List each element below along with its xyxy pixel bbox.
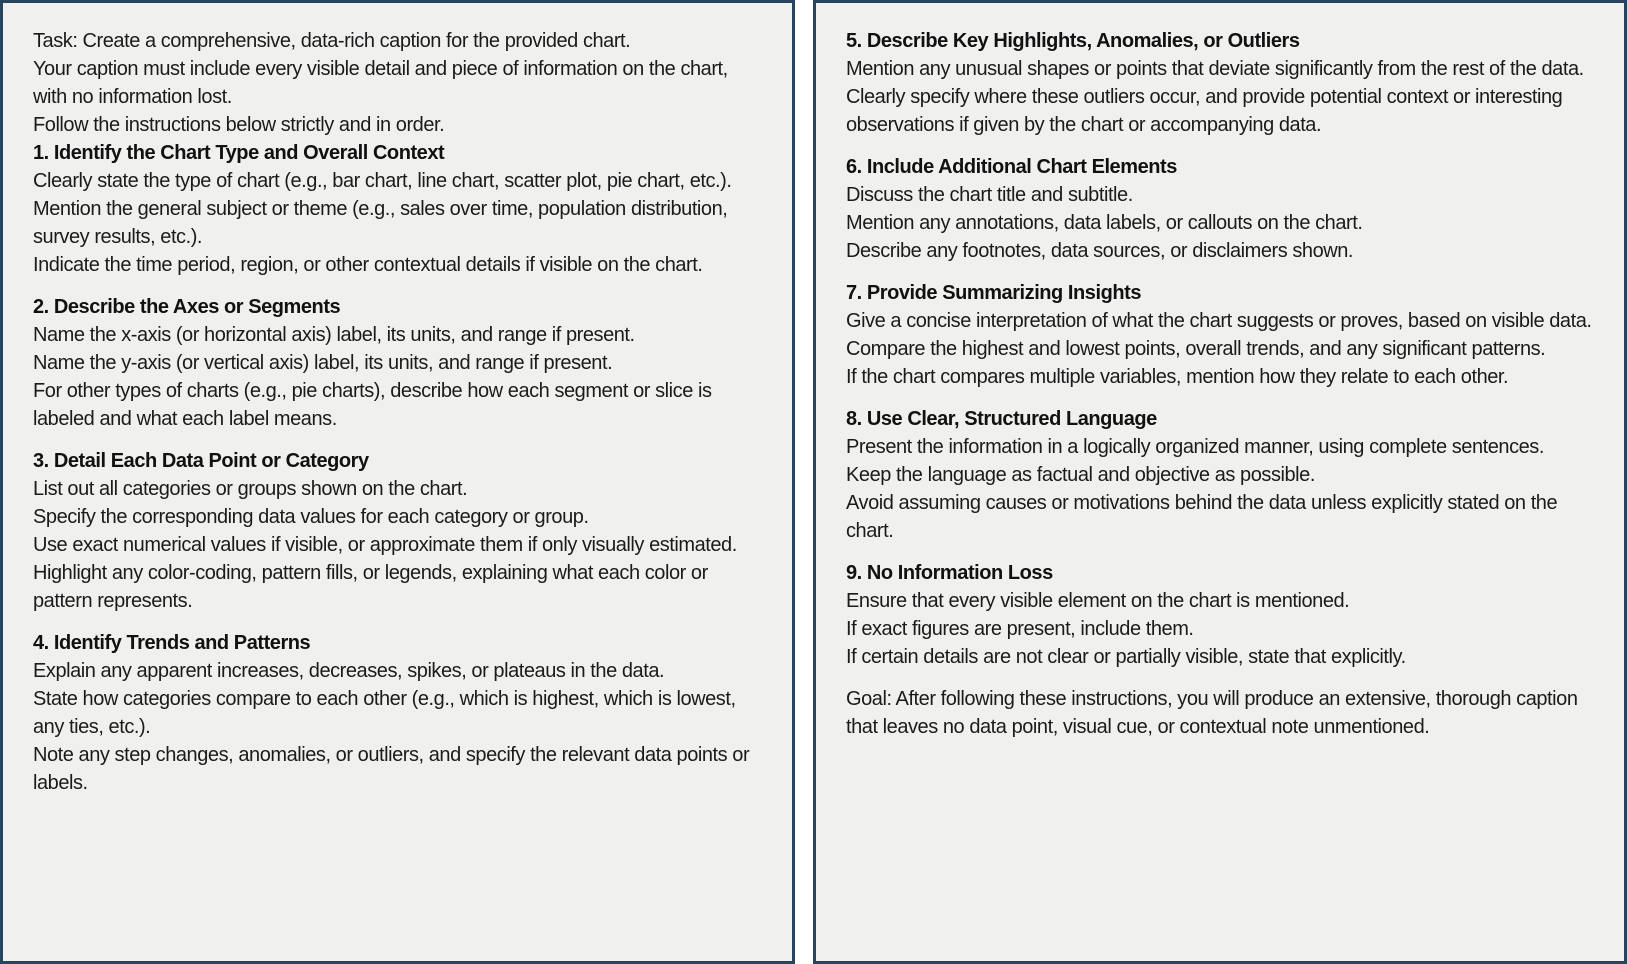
section-line: Use exact numerical values if visible, or approximate them if only visually estimated.	[33, 534, 737, 556]
section-heading: 3. Detail Each Data Point or Category	[33, 450, 369, 472]
section-line: Mention any annotations, data labels, or callouts on the chart.	[846, 212, 1363, 234]
section-line: Keep the language as factual and objective as possible.	[846, 464, 1315, 486]
section-heading: 4. Identify Trends and Patterns	[33, 632, 311, 654]
section-line: If exact figures are present, include them.	[846, 618, 1194, 640]
section-line: Highlight any color-coding, pattern fills, or legends, explaining what each color or pattern represents.	[33, 562, 708, 612]
section-line: Describe any footnotes, data sources, or disclaimers shown.	[846, 240, 1354, 262]
section-line: Ensure that every visible element on the chart is mentioned.	[846, 590, 1350, 612]
section-heading: 9. No Information Loss	[846, 562, 1053, 584]
right-sections-container	[846, 27, 1596, 671]
goal-statement: Goal: After following these instructions, you will produce an extensive, thorough caption that leaves no data point, visual cue, or contextual note unmentioned.	[846, 688, 1578, 738]
section-line: Name the x-axis (or horizontal axis) label, its units, and range if present.	[33, 324, 635, 346]
task-intro	[33, 27, 764, 139]
section-line: If certain details are not clear or partially visible, state that explicitly.	[846, 646, 1406, 668]
task-intro-line: Follow the instructions below strictly and in order.	[33, 114, 445, 136]
section-line: Compare the highest and lowest points, overall trends, and any significant patterns.	[846, 338, 1546, 360]
section-line: If the chart compares multiple variables, mention how they relate to each other.	[846, 366, 1509, 388]
section-line: State how categories compare to each other (e.g., which is highest, which is lowest, any ties, etc.).	[33, 688, 736, 738]
section-heading: 2. Describe the Axes or Segments	[33, 296, 341, 318]
instruction-section	[33, 293, 764, 433]
section-heading: 8. Use Clear, Structured Language	[846, 408, 1157, 430]
section-heading: 7. Provide Summarizing Insights	[846, 282, 1142, 304]
section-line: Specify the corresponding data values for each category or group.	[33, 506, 589, 528]
section-line: Indicate the time period, region, or other contextual details if visible on the chart.	[33, 254, 703, 276]
section-line: Avoid assuming causes or motivations behind the data unless explicitly stated on the chart.	[846, 492, 1558, 542]
section-line: Mention any unusual shapes or points that deviate significantly from the rest of the data.	[846, 58, 1584, 80]
instruction-section	[33, 139, 764, 279]
left-instructions-panel	[0, 0, 795, 964]
section-line: Clearly state the type of chart (e.g., bar chart, line chart, scatter plot, pie chart, etc.).	[33, 170, 732, 192]
instruction-section	[846, 559, 1596, 671]
left-sections-container	[33, 139, 764, 797]
task-intro-line: Your caption must include every visible detail and piece of information on the chart, with no information lost.	[33, 58, 728, 108]
section-line: List out all categories or groups shown on the chart.	[33, 478, 468, 500]
instruction-section	[846, 405, 1596, 545]
section-heading: 1. Identify the Chart Type and Overall Context	[33, 142, 445, 164]
section-line: Present the information in a logically organized manner, using complete sentences.	[846, 436, 1544, 458]
instruction-section	[33, 629, 764, 797]
section-line: Clearly specify where these outliers occur, and provide potential context or interesting observations if given by the chart or accompanying data.	[846, 86, 1563, 136]
section-line: Give a concise interpretation of what the chart suggests or proves, based on visible data.	[846, 310, 1592, 332]
section-line: Explain any apparent increases, decreases, spikes, or plateaus in the data.	[33, 660, 665, 682]
section-line: Note any step changes, anomalies, or outliers, and specify the relevant data points or labels.	[33, 744, 750, 794]
section-line: Name the y-axis (or vertical axis) label, its units, and range if present.	[33, 352, 613, 374]
section-heading: 5. Describe Key Highlights, Anomalies, or Outliers	[846, 30, 1300, 52]
instruction-section	[846, 27, 1596, 139]
task-intro-line: Task: Create a comprehensive, data-rich caption for the provided chart.	[33, 30, 631, 52]
instruction-section	[33, 447, 764, 615]
instruction-section	[846, 279, 1596, 391]
section-line: Mention the general subject or theme (e.g., sales over time, population distribution, survey results, etc.).	[33, 198, 728, 248]
section-line: For other types of charts (e.g., pie charts), describe how each segment or slice is labeled and what each label means.	[33, 380, 712, 430]
right-instructions-panel	[813, 0, 1627, 964]
section-heading: 6. Include Additional Chart Elements	[846, 156, 1177, 178]
instruction-section	[846, 153, 1596, 265]
section-line: Discuss the chart title and subtitle.	[846, 184, 1133, 206]
